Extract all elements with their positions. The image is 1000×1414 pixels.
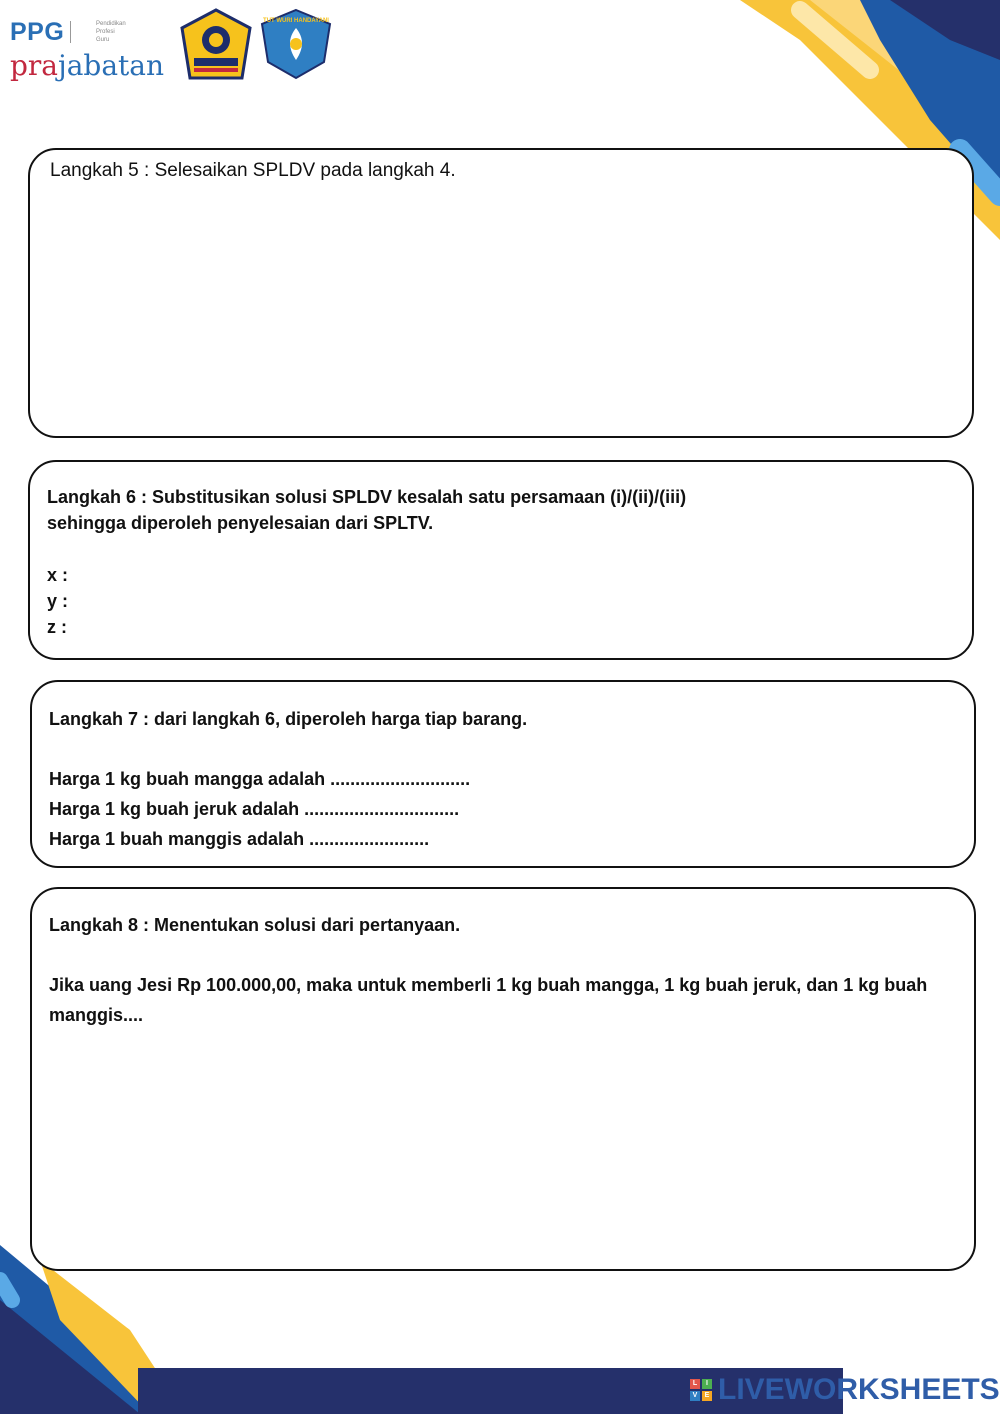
step-8-title: Langkah 8 : Menentukan solusi dari pertanyaan. xyxy=(49,915,461,935)
orange-price-field[interactable]: Harga 1 kg buah jeruk adalah ............................... xyxy=(49,799,460,819)
z-answer-field[interactable]: z : xyxy=(47,617,67,637)
step-5-card xyxy=(28,148,974,438)
mango-price-field[interactable]: Harga 1 kg buah mangga adalah ............................ xyxy=(49,769,471,789)
liveworksheets-logo xyxy=(690,1373,1000,1407)
step-6-line-2: sehingga diperoleh penyelesaian dari SPLTV. xyxy=(47,513,434,533)
step-7-card xyxy=(30,680,976,868)
x-answer-field[interactable]: x : xyxy=(47,565,69,585)
logo2-text: TUT WURI HANDAYANI xyxy=(263,18,329,24)
ppg-small-text: Pendidikan Profesi Guru xyxy=(96,21,126,43)
step-8-card xyxy=(30,887,976,1271)
step-7-title: Langkah 7 : dari langkah 6, diperoleh harga tiap barang. xyxy=(49,709,528,729)
liveworksheets-text: LIVEWORKSHEETS xyxy=(718,1373,1000,1406)
tut-wuri-handayani-logo-icon xyxy=(258,8,334,80)
mangosteen-price-field[interactable]: Harga 1 buah manggis adalah ........................ xyxy=(49,829,430,849)
ppg-prajabatan-logo xyxy=(10,18,164,82)
y-answer-field[interactable]: y : xyxy=(47,591,69,611)
step-8-question: Jika uang Jesi Rp 100.000,00, maka untuk memberli 1 kg buah mangga, 1 kg buah jeruk, dan 1 kg buah manggis.... xyxy=(49,975,928,1025)
step-5-title: Langkah 5 : Selesaikan SPLDV pada langkah 4. xyxy=(50,160,456,181)
ppg-text: PPG xyxy=(10,18,65,46)
step-6-card xyxy=(28,460,974,660)
university-logo-icon xyxy=(180,8,252,82)
prajabatan-text: prajabatan xyxy=(10,49,164,82)
step-6-line-1: Langkah 6 : Substitusikan solusi SPLDV kesalah satu persamaan (i)/(ii)/(iii) xyxy=(47,487,687,507)
liveworksheets-grid-icon: L I V E xyxy=(690,1379,712,1401)
